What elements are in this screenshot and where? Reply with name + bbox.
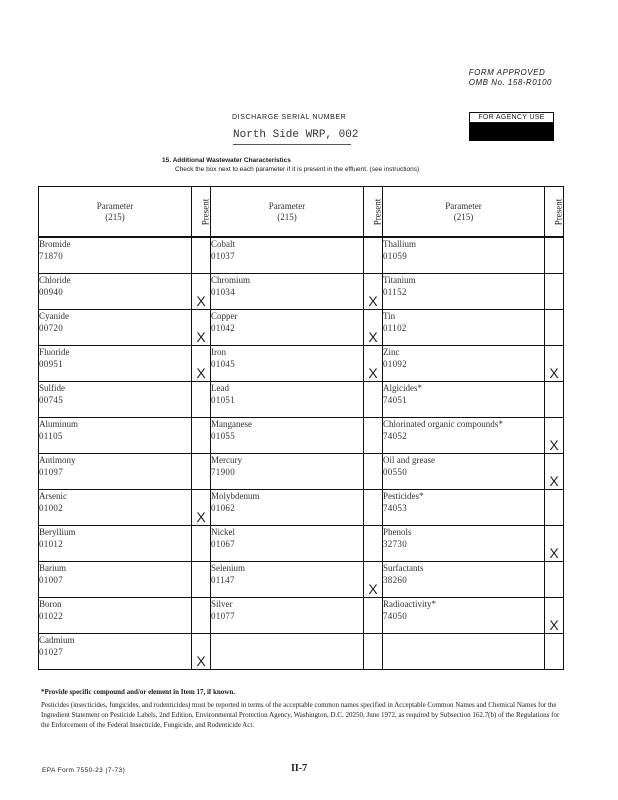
footnote-pesticides: Pesticides (insecticides, fungicides, and rodenticides) must be reported in terms of the acceptable common names specified in Acceptable Common Names and Chemical Names for the Ingredient Statement on Pesticide Labels, 2nd Edition, Environmental Protection Agency, Washington, D.C. 20250, June 1972, as required by Subsection 162.7(b) of the Regulations for the Enforcement of the Federal Insecticide, Fungicide, and Rodenticide Act. [41, 701, 560, 729]
present-checkbox[interactable] [192, 562, 211, 598]
parameter-cell [39, 562, 192, 598]
parameter-header-code: (215) [277, 211, 297, 222]
present-checkbox[interactable] [364, 237, 383, 274]
table-row [39, 418, 564, 454]
parameter-code: 01077 [211, 611, 235, 621]
parameter-code: 01059 [383, 251, 407, 261]
parameter-code: 01092 [383, 359, 407, 369]
parameter-cell [39, 598, 192, 634]
present-checkbox[interactable] [545, 274, 564, 310]
present-checkbox[interactable]: X [545, 418, 564, 454]
parameter-cell [211, 418, 364, 454]
present-header [545, 187, 564, 238]
discharge-serial-number-underline [233, 144, 351, 145]
parameter-code: 01034 [211, 287, 235, 297]
parameter-name: Selenium [211, 563, 245, 573]
present-checkbox[interactable] [364, 634, 383, 670]
parameter-name: Titanium [383, 275, 416, 285]
parameter-name: Algicides* [383, 383, 422, 393]
parameter-cell [383, 598, 545, 634]
form-number: EPA Form 7550-23 (7-73) [42, 767, 126, 774]
parameter-code: 01055 [211, 431, 235, 441]
present-checkbox[interactable]: X [545, 346, 564, 382]
parameter-header-code: (215) [453, 211, 474, 222]
present-header-label: Present [200, 198, 211, 225]
parameter-cell [211, 454, 364, 490]
parameter-cell [383, 526, 545, 562]
form-approved-block [469, 68, 552, 88]
parameter-cell [211, 382, 364, 418]
parameter-cell [211, 562, 364, 598]
parameter-name: Chlorinated organic compounds* [383, 419, 503, 429]
parameter-header [383, 187, 545, 238]
parameter-name: Chloride [39, 275, 71, 285]
parameter-name: Cadmium [39, 635, 75, 645]
table-row [39, 382, 564, 418]
section-title: 15. Additional Wastewater Characteristics [162, 157, 291, 164]
footnote-specific-compound: *Provide specific compound and/or element in Item 17, if known. [41, 688, 235, 696]
parameter-cell [39, 454, 192, 490]
parameter-code: 74053 [383, 503, 407, 513]
parameter-cell [383, 418, 545, 454]
parameter-name: Bromide [39, 239, 71, 249]
parameter-code: 01022 [39, 611, 63, 621]
parameter-header-code: (215) [105, 211, 125, 222]
present-checkbox[interactable] [192, 454, 211, 490]
parameter-name: Arsenic [39, 491, 67, 501]
present-checkbox[interactable]: X [545, 454, 564, 490]
parameter-code: 00951 [39, 359, 63, 369]
present-checkbox[interactable]: X [192, 490, 211, 526]
present-checkbox[interactable]: X [192, 634, 211, 670]
parameter-code: 00550 [383, 467, 407, 477]
table-row [39, 634, 564, 670]
present-checkbox[interactable]: X [545, 526, 564, 562]
present-checkbox[interactable] [364, 454, 383, 490]
parameter-name: Mercury [211, 455, 242, 465]
parameter-name: Cyanide [39, 311, 69, 321]
table-row [39, 310, 564, 346]
parameter-name: Surfactants [383, 563, 424, 573]
parameter-code: 74052 [383, 431, 407, 441]
present-checkbox[interactable] [192, 382, 211, 418]
parameter-name: Beryllium [39, 527, 76, 537]
parameter-cell [211, 274, 364, 310]
present-checkbox[interactable] [192, 526, 211, 562]
parameter-cell [383, 454, 545, 490]
parameter-cell [39, 346, 192, 382]
parameter-cell [383, 274, 545, 310]
parameter-code: 74050 [383, 611, 407, 621]
parameter-cell [39, 274, 192, 310]
agency-use-label: FOR AGENCY USE [469, 112, 554, 123]
parameter-code: 01027 [39, 647, 63, 657]
present-checkbox[interactable] [364, 382, 383, 418]
present-checkbox[interactable] [192, 237, 211, 274]
present-header-label: Present [553, 198, 564, 225]
present-checkbox[interactable] [364, 490, 383, 526]
parameter-name: Manganese [211, 419, 252, 429]
parameter-code: 01002 [39, 503, 63, 513]
page-number: II-7 [291, 763, 308, 774]
parameter-code: 01062 [211, 503, 235, 513]
table-row [39, 598, 564, 634]
parameter-cell [39, 382, 192, 418]
parameter-header [39, 187, 192, 238]
parameter-name: Lead [211, 383, 229, 393]
present-checkbox[interactable] [545, 237, 564, 274]
parameter-code: 01067 [211, 539, 235, 549]
form-approved-label: FORM APPROVED [468, 68, 546, 77]
section-instructions: Check the box next to each parameter if it is present in the effluent. (see instructions) [175, 166, 420, 173]
parameter-header [211, 187, 364, 238]
parameter-name: Zinc [383, 347, 400, 357]
parameter-cell [39, 310, 192, 346]
parameter-code: 71900 [211, 467, 235, 477]
parameter-cell [211, 310, 364, 346]
table-row [39, 526, 564, 562]
parameter-name: Sulfide [39, 383, 65, 393]
table-row [39, 237, 564, 274]
parameter-code: 01152 [383, 287, 407, 297]
present-checkbox[interactable]: X [364, 274, 383, 310]
parameter-code: 00940 [39, 287, 63, 297]
parameter-cell [39, 490, 192, 526]
parameter-name: Tin [383, 311, 396, 321]
table-row [39, 346, 564, 382]
table-row [39, 562, 564, 598]
present-checkbox[interactable] [192, 418, 211, 454]
present-checkbox[interactable] [545, 562, 564, 598]
agency-use-redaction [469, 123, 554, 141]
parameter-name: Radioactivity* [383, 599, 436, 609]
parameter-name: Copper [211, 311, 238, 321]
parameter-cell [39, 634, 192, 670]
parameter-cell [211, 346, 364, 382]
parameter-name: Nickel [211, 527, 235, 537]
parameter-name: Antimony [39, 455, 76, 465]
present-checkbox[interactable] [364, 598, 383, 634]
parameter-name: Molybdenum [211, 491, 260, 501]
parameter-name: Silver [211, 599, 233, 609]
parameter-code: 01051 [211, 395, 235, 405]
present-checkbox[interactable]: X [364, 310, 383, 346]
parameter-code: 01102 [383, 323, 407, 333]
parameter-name: Fluoride [39, 347, 70, 357]
present-checkbox[interactable] [364, 418, 383, 454]
parameter-code: 01012 [39, 539, 63, 549]
parameter-header-label: Parameter [96, 200, 134, 211]
parameter-name: Boron [39, 599, 62, 609]
parameter-name: Chromium [211, 275, 251, 285]
parameter-cell [383, 310, 545, 346]
parameter-name: Phenols [383, 527, 412, 537]
parameter-cell [383, 346, 545, 382]
parameter-name: Thallium [383, 239, 416, 249]
parameter-table [38, 186, 564, 670]
parameter-cell [383, 490, 545, 526]
parameter-code: 01147 [211, 575, 235, 585]
present-checkbox[interactable] [545, 382, 564, 418]
parameter-cell [383, 382, 545, 418]
parameter-name: Oil and grease [383, 455, 435, 465]
parameter-cell [211, 634, 364, 670]
table-row [39, 454, 564, 490]
parameter-header-label: Parameter [445, 200, 482, 211]
parameter-name: Barium [39, 563, 66, 573]
present-header-label: Present [372, 198, 383, 225]
present-header [192, 187, 211, 238]
parameter-header-label: Parameter [268, 200, 306, 211]
present-checkbox[interactable]: X [192, 346, 211, 382]
parameter-code: 00720 [39, 323, 63, 333]
present-checkbox[interactable]: X [364, 346, 383, 382]
parameter-cell [211, 526, 364, 562]
parameter-code: 01042 [211, 323, 235, 333]
present-checkbox[interactable] [545, 490, 564, 526]
present-checkbox[interactable]: X [192, 274, 211, 310]
discharge-serial-number-value: North Side WRP, 002 [233, 129, 359, 141]
present-checkbox[interactable] [545, 634, 564, 670]
parameter-code: 32730 [383, 539, 407, 549]
parameter-code: 01105 [39, 431, 63, 441]
parameter-code: 71870 [39, 251, 63, 261]
parameter-code: 74051 [383, 395, 407, 405]
parameter-code: 01045 [211, 359, 235, 369]
parameter-cell [211, 598, 364, 634]
parameter-cell [39, 418, 192, 454]
parameter-cell [211, 237, 364, 274]
present-checkbox[interactable] [545, 310, 564, 346]
parameter-code: 01007 [39, 575, 63, 585]
present-checkbox[interactable]: X [545, 598, 564, 634]
parameter-cell [383, 634, 545, 670]
parameter-code: 00745 [39, 395, 63, 405]
parameter-cell [211, 490, 364, 526]
parameter-cell [39, 237, 192, 274]
parameter-code: 01037 [211, 251, 235, 261]
parameter-cell [383, 562, 545, 598]
parameter-cell [39, 526, 192, 562]
parameter-name: Iron [211, 347, 226, 357]
omb-number: OMB No. 158-R0100 [468, 78, 552, 87]
parameter-name: Cobalt [211, 239, 235, 249]
parameter-cell [383, 237, 545, 274]
present-checkbox[interactable]: X [364, 562, 383, 598]
present-header [364, 187, 383, 238]
table-header-row [39, 187, 564, 238]
parameter-code: 01097 [39, 467, 63, 477]
present-checkbox[interactable] [192, 598, 211, 634]
agency-use-box [469, 112, 554, 140]
parameter-name: Aluminum [39, 419, 79, 429]
table-row [39, 490, 564, 526]
parameter-name: Pesticides* [383, 491, 424, 501]
present-checkbox[interactable] [364, 526, 383, 562]
discharge-serial-number-label: DISCHARGE SERIAL NUMBER [232, 114, 347, 121]
parameter-code: 38260 [383, 575, 407, 585]
table-row [39, 274, 564, 310]
present-checkbox[interactable]: X [192, 310, 211, 346]
